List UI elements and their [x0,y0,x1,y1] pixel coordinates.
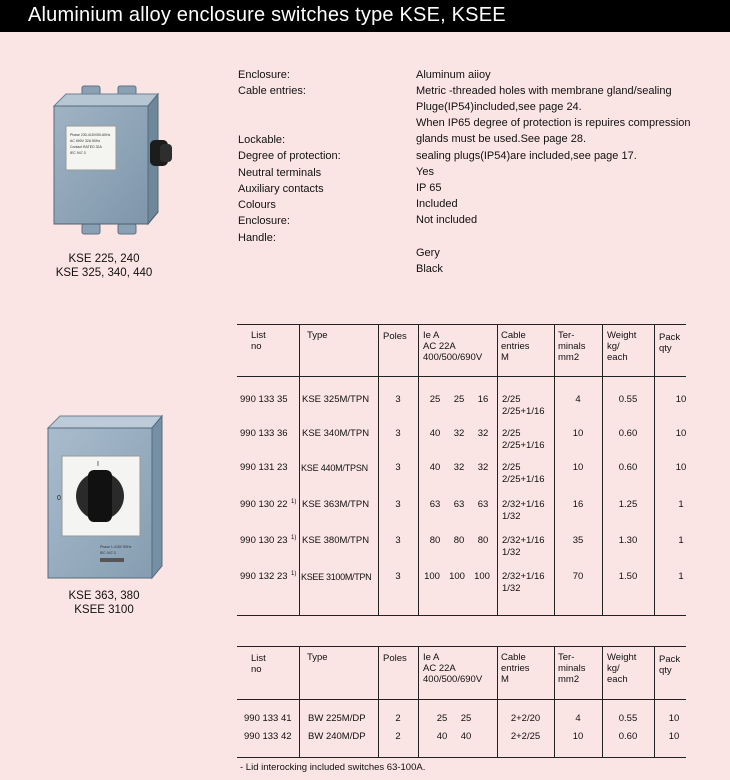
cable-entries: 2/32+1/16 [502,535,545,546]
spec-label: Cable entries: [238,85,306,97]
spec-value: Black [416,263,443,275]
cable-entries: 2+2/25 [510,731,541,742]
column-header: Poles [383,331,407,342]
caption-line: KSE 325, 340, 440 [55,267,153,279]
cable-entries: 2+2/20 [510,713,541,724]
cable-entries: 2/25+1/16 [502,406,545,417]
pack-qty: 10 [668,713,680,724]
footnote-marker: 1) [291,499,297,505]
pack-qty: 10 [675,394,687,405]
list-no: 990 131 23 [240,462,288,473]
terminals: 4 [575,713,581,724]
label-text-line: IEC 947-3 [70,151,86,155]
terminals: 10 [572,428,584,439]
weight: 0.60 [618,731,638,742]
weight: 1.50 [618,571,638,582]
label-text-line: IEC 947-3 [100,551,116,555]
terminals: 35 [572,535,584,546]
poles: 2 [395,713,401,724]
ie-value: 63 [477,499,489,510]
table-column-divider [418,646,419,757]
table-rule [237,757,686,758]
footnote-marker: 1) [291,535,297,541]
cable-entries: 2/25 [502,462,521,473]
label-text-line: AC 690V 32A 50Hz [70,139,101,143]
ie-value: 100 [449,571,465,582]
pack-qty: 10 [668,731,680,742]
terminals: 4 [575,394,581,405]
cable-entries: 1/32 [502,547,521,558]
terminals: 10 [572,731,584,742]
weight: 0.55 [618,394,638,405]
poles: 3 [395,462,401,473]
list-no: 990 133 42 [244,731,292,742]
spec-label: Neutral terminals [238,167,322,179]
spec-label: Degree of protection: [238,150,341,162]
product1-caption [30,252,178,280]
ie-value: 16 [477,394,489,405]
column-header: Type [307,330,328,341]
poles: 3 [395,394,401,405]
spec-label: Lockable: [238,134,286,146]
list-no: 990 130 23 [240,535,288,546]
column-header: List no [251,330,266,352]
ie-value: 40 [436,731,448,742]
column-header: Pack qty [659,332,681,354]
weight: 1.25 [618,499,638,510]
table-rule [237,324,686,325]
weight: 0.60 [618,462,638,473]
spec-label: Enclosure: [238,69,290,81]
weight: 0.60 [618,428,638,439]
label-text-line: Phase 1-415V 50Hz [100,545,132,549]
column-header: Ie A AC 22A 400/500/690V [423,652,483,685]
cable-entries: 2/25+1/16 [502,474,545,485]
spec-value: Metric -threaded holes with membrane gland/sealing [416,85,672,97]
list-no: 990 133 36 [240,428,288,439]
product2-caption [30,589,178,617]
ie-value: 80 [429,535,441,546]
footnote-marker: 1) [291,571,297,577]
cable-entries: 2/32+1/16 [502,571,545,582]
spec-value: sealing plugs(IP54)are included,see page 17. [416,150,637,162]
label-text-line: Contact RATED 32A [70,145,102,149]
table-column-divider [299,646,300,757]
cable-entries: 2/25 [502,428,521,439]
type: KSE 325M/TPN [302,394,370,405]
ie-value: 25 [453,394,465,405]
ie-value: 25 [429,394,441,405]
type: BW 225M/DP [308,713,366,724]
poles: 3 [395,535,401,546]
terminals: 70 [572,571,584,582]
column-header: Cable entries M [501,652,530,685]
spec-value: Included [416,198,458,210]
column-header: Ter- minals mm2 [558,652,586,685]
pack-qty: 10 [675,428,687,439]
caption-line: KSE 225, 240 [68,253,140,265]
product-image-kse-large [40,408,180,586]
ie-value: 25 [436,713,448,724]
weight: 0.55 [618,713,638,724]
header-bar [0,0,730,32]
column-header: List no [251,653,266,675]
type: KSE 380M/TPN [302,535,370,546]
ie-value: 40 [429,462,441,473]
list-no: 990 130 22 [240,499,288,510]
type: BW 240M/DP [308,731,366,742]
weight: 1.30 [618,535,638,546]
spec-value: Aluminum aiioy [416,69,491,81]
ie-value: 40 [460,731,472,742]
spec-value: glands must be used.See page 28. [416,133,587,145]
table-column-divider [418,324,419,615]
ie-value: 32 [477,462,489,473]
spec-value: Not included [416,214,478,226]
column-header: Cable entries M [501,330,530,363]
label-text-line: Phase 230-415V/50-60Hz [70,133,111,137]
spec-label: Enclosure: [238,215,290,227]
product-image-kse-small [40,80,180,245]
list-no: 990 133 35 [240,394,288,405]
switch-position-mark: I [97,461,99,468]
caption-line: KSE 363, 380 [68,590,140,602]
poles: 3 [395,428,401,439]
table-rule [237,699,686,700]
table-column-divider [299,324,300,615]
terminals: 16 [572,499,584,510]
spec-label: Handle: [238,232,276,244]
column-header: Weight kg/ each [607,330,637,363]
ie-value: 40 [429,428,441,439]
ie-value: 32 [453,428,465,439]
spec-value: Pluge(IP54)included,see page 24. [416,101,582,113]
type: KSE 440M/TPSN [301,463,368,473]
cable-entries: 2/25+1/16 [502,440,545,451]
switch-position-mark: 0 [57,495,61,502]
pack-qty: 1 [678,571,684,582]
type: KSE 363M/TPN [302,499,370,510]
page-title: Aluminium alloy enclosure switches type KSE, KSEE [28,4,506,26]
spec-label: Colours [238,199,276,211]
terminals: 10 [572,462,584,473]
type: KSE 340M/TPN [302,428,370,439]
caption-line: KSEE 3100 [74,604,134,616]
list-no: 990 132 23 [240,571,288,582]
poles: 3 [395,499,401,510]
table-column-divider [497,324,498,615]
ie-value: 100 [424,571,440,582]
ie-value: 32 [453,462,465,473]
ie-value: 63 [429,499,441,510]
ie-value: 100 [474,571,490,582]
poles: 2 [395,731,401,742]
column-header: Pack qty [659,654,681,676]
ie-value: 25 [460,713,472,724]
column-header: Poles [383,653,407,664]
column-header: Weight kg/ each [607,652,637,685]
list-no: 990 133 41 [244,713,292,724]
column-header: Ter- minals mm2 [558,330,586,363]
table-rule [237,615,686,616]
poles: 3 [395,571,401,582]
pack-qty: 10 [675,462,687,473]
column-header: Type [307,652,328,663]
pack-qty: 1 [678,499,684,510]
ie-value: 32 [477,428,489,439]
ie-value: 80 [453,535,465,546]
spec-value: IP 65 [416,182,442,194]
cable-entries: 2/32+1/16 [502,499,545,510]
cable-entries: 1/32 [502,511,521,522]
cable-entries: 1/32 [502,583,521,594]
table-rule [237,376,686,377]
column-header: Ie A AC 22A 400/500/690V [423,330,483,363]
spec-value: Yes [416,166,434,178]
spec-value: Gery [416,247,440,259]
type: KSEE 3100M/TPN [301,572,372,582]
ie-value: 63 [453,499,465,510]
pack-qty: 1 [678,535,684,546]
spec-value: When IP65 degree of protection is repuires compression [416,117,691,129]
footnote: - Lid interocking included switches 63-100A. [240,762,426,773]
ie-value: 80 [477,535,489,546]
cable-entries: 2/25 [502,394,521,405]
table-rule [237,646,686,647]
spec-label: Auxiliary contacts [238,183,324,195]
